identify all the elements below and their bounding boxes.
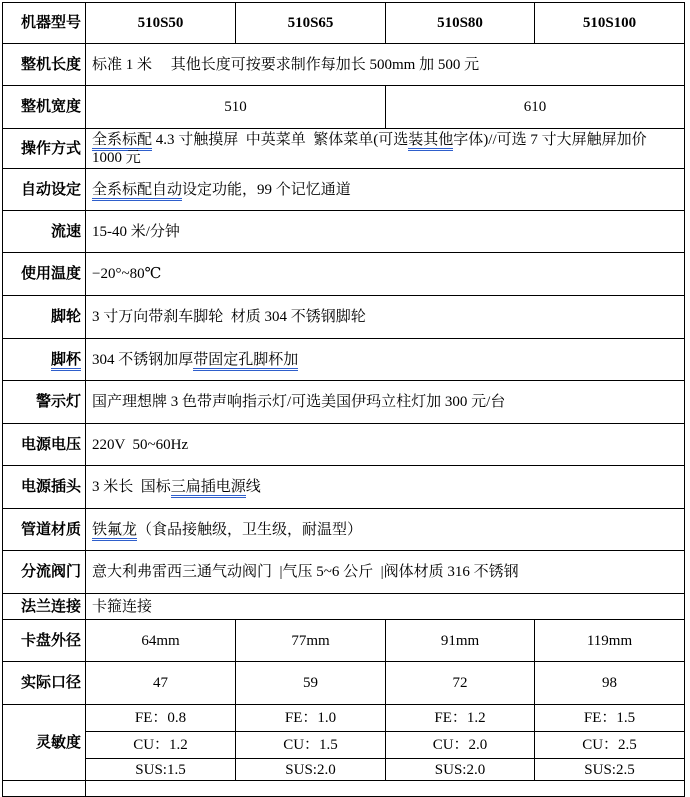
row-label-sensitivity: 灵敏度: [3, 705, 86, 781]
temperature-value: −20°~80℃: [86, 253, 685, 296]
row-foot-cups: [3, 339, 685, 381]
sensitivity-cu-cell: CU：1.5: [236, 732, 386, 759]
row-voltage: [3, 424, 685, 466]
row-label-temperature: 使用温度: [3, 253, 86, 296]
voltage-value: 220V 50~60Hz: [86, 424, 685, 466]
foot-cups-value: [86, 339, 685, 381]
sensitivity-sus-cell: SUS:2.0: [236, 759, 386, 781]
underlined-text: 装其他: [408, 132, 453, 151]
row-partial-cutoff: [3, 781, 685, 797]
actual-bore-cell: 47: [86, 662, 236, 705]
row-casters: [3, 296, 685, 339]
row-label-power-plug: 电源插头: [3, 466, 86, 509]
flange-value: 卡箍连接: [86, 594, 685, 620]
row-label-chuck-od: 卡盘外径: [3, 620, 86, 662]
underlined-text: 铁氟龙: [92, 522, 137, 541]
row-pipe-material: [3, 509, 685, 551]
row-sensitivity-cu: [3, 732, 685, 759]
row-label-operation: 操作方式: [3, 129, 86, 169]
actual-bore-cell: 72: [386, 662, 535, 705]
row-diverter-valve: [3, 551, 685, 594]
sensitivity-fe-cell: FE：1.0: [236, 705, 386, 732]
row-label-pipe-material: 管道材质: [3, 509, 86, 551]
plain-text: 字体)//可选 7 寸大屏触屏加价 1000 元: [92, 131, 651, 166]
row-label-casters: 脚轮: [3, 296, 86, 339]
row-label-flange: 法兰连接: [3, 594, 86, 620]
sensitivity-sus-cell: SUS:1.5: [86, 759, 236, 781]
chuck-od-cell: 119mm: [535, 620, 685, 662]
row-label-diverter-valve: 分流阀门: [3, 551, 86, 594]
empty-cell: [86, 781, 685, 797]
actual-bore-cell: 59: [236, 662, 386, 705]
row-label-width: 整机宽度: [3, 86, 86, 129]
row-label-actual-bore: 实际口径: [3, 662, 86, 705]
underlined-text: 脚杯: [51, 352, 81, 371]
operation-value: [86, 129, 685, 169]
row-flange: [3, 594, 685, 620]
plain-text: 设定功能，99 个记忆通道: [182, 181, 351, 198]
row-label-length: 整机长度: [3, 44, 86, 86]
underlined-text: 全系标配自动: [92, 182, 182, 201]
row-operation: [3, 129, 685, 169]
sensitivity-cu-cell: CU：2.5: [535, 732, 685, 759]
diverter-valve-value: 意大利弗雷西三通气动阀门 |气压 5~6 公斤 |阀体材质 316 不锈钢: [86, 551, 685, 594]
row-temperature: [3, 253, 685, 296]
plain-text: （食品接触级，卫生级，耐温型）: [137, 521, 363, 538]
warning-light-value: 国产理想牌 3 色带声响指示灯/可选美国伊玛立柱灯加 300 元/台: [86, 381, 685, 424]
sensitivity-sus-cell: SUS:2.0: [386, 759, 535, 781]
actual-bore-cell: 98: [535, 662, 685, 705]
model-cell: 510S50: [86, 3, 236, 44]
plain-text: 3 米长 国标: [92, 479, 171, 495]
spec-table: [2, 2, 685, 797]
row-auto-setting: [3, 169, 685, 211]
row-sensitivity-sus: [3, 759, 685, 781]
model-cell: 510S65: [236, 3, 386, 44]
plain-text: 4.3 寸触摸屏 中英菜单 繁体菜单(可选: [152, 131, 409, 148]
row-flow-speed: [3, 211, 685, 253]
row-width: [3, 86, 685, 129]
row-label-foot-cups: [3, 339, 86, 381]
row-label-warning-light: 警示灯: [3, 381, 86, 424]
model-cell: 510S100: [535, 3, 685, 44]
underlined-text: 带固定孔脚杯加: [193, 352, 298, 371]
sensitivity-cu-cell: CU：1.2: [86, 732, 236, 759]
plain-text: 线: [245, 479, 261, 495]
sensitivity-sus-cell: SUS:2.5: [535, 759, 685, 781]
auto-setting-value: [86, 169, 685, 211]
row-power-plug: [3, 466, 685, 509]
row-actual-bore: [3, 662, 685, 705]
row-label-auto-setting: 自动设定: [3, 169, 86, 211]
row-label-flow-speed: 流速: [3, 211, 86, 253]
chuck-od-cell: 91mm: [386, 620, 535, 662]
row-models: [3, 3, 685, 44]
underlined-text: 三扁插电源: [171, 479, 246, 498]
sensitivity-cu-cell: CU：2.0: [386, 732, 535, 759]
flow-speed-value: 15-40 米/分钟: [86, 211, 685, 253]
power-plug-value: [86, 466, 685, 509]
length-value: 标准 1 米 其他长度可按要求制作每加长 500mm 加 500 元: [86, 44, 685, 86]
width-value-left: 510: [86, 86, 386, 129]
sensitivity-fe-cell: FE：1.2: [386, 705, 535, 732]
chuck-od-cell: 77mm: [236, 620, 386, 662]
plain-text: 304 不锈钢加厚: [92, 351, 194, 368]
underlined-text: 全系标配: [92, 132, 152, 151]
chuck-od-cell: 64mm: [86, 620, 236, 662]
model-cell: 510S80: [386, 3, 535, 44]
row-length: [3, 44, 685, 86]
row-sensitivity-fe: [3, 705, 685, 732]
sensitivity-fe-cell: FE：1.5: [535, 705, 685, 732]
row-label-model: 机器型号: [3, 3, 86, 44]
pipe-material-value: [86, 509, 685, 551]
width-value-right: 610: [386, 86, 685, 129]
row-label-voltage: 电源电压: [3, 424, 86, 466]
sensitivity-fe-cell: FE：0.8: [86, 705, 236, 732]
row-warning-light: [3, 381, 685, 424]
casters-value: 3 寸万向带刹车脚轮 材质 304 不锈钢脚轮: [86, 296, 685, 339]
row-chuck-od: [3, 620, 685, 662]
empty-cell: [3, 781, 86, 797]
